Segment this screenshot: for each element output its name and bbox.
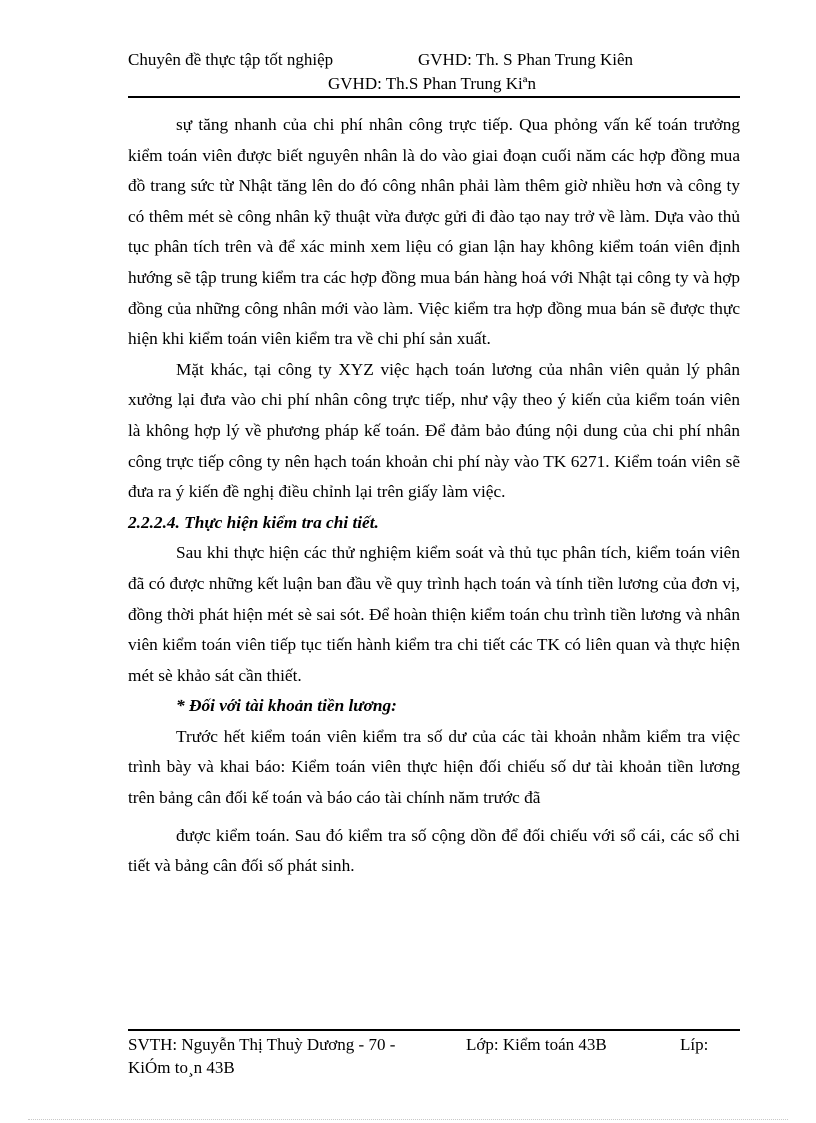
paragraph-2: Mặt khác, tại công ty XYZ việc hạch toán lương của nhân viên quản lý phân xưởng lại đưa vào chi phí nhân công trực tiếp, như vậy theo ý kiến của kiểm toán viên là không hợp lý về phương pháp kế toán. Để đảm bảo đúng nội dung của chi phí nhân công trực tiếp công ty nên hạch toán khoản chi phí này vào TK 6271. Kiểm toán viên sẽ đưa ra ý kiến đề nghị điều chỉnh lại trên giấy làm việc. xyxy=(128,359,740,502)
page-footer xyxy=(128,1033,740,1079)
footer-class-garbled: KiÓm to¸n 43B xyxy=(128,1058,235,1077)
header-line-1 xyxy=(128,48,634,71)
document-body xyxy=(128,110,740,882)
header-divider xyxy=(128,96,740,98)
footer-divider xyxy=(128,1029,740,1031)
paragraph-5: được kiểm toán. Sau đó kiểm tra số cộng dồn để đối chiếu với sổ cái, các sổ chi tiết và bảng cân đối số phát sinh. xyxy=(128,825,740,876)
paragraph-3: Sau khi thực hiện các thử nghiệm kiểm soát và thủ tục phân tích, kiểm toán viên đã có được những kết luận ban đầu về quy trình hạch toán và tính tiền lương của đơn vị, đồng thời phát hiện mét sè sai sót. Để hoàn thiện kiểm toán chu trình tiền lương và nhân viên kiểm toán viên tiếp tục tiến hành kiểm tra chi tiết các TK có liên quan và thực hiện mét sè khảo sát cần thiết. xyxy=(128,543,740,685)
footer-line-1 xyxy=(128,1033,740,1056)
header-topic: Chuyên đề thực tập tốt nghiệp xyxy=(128,50,334,69)
section-heading: 2.2.2.4. Thực hiện kiểm tra chi tiết. xyxy=(128,512,379,532)
page-bottom-edge xyxy=(28,1119,788,1120)
paragraph-4: Trước hết kiểm toán viên kiểm tra số dư của các tài khoản nhằm kiểm tra việc trình bày và khai báo: Kiểm toán viên thực hiện đối chiếu số dư tài khoản tiền lương trên bảng cân đối kế toán và báo cáo tài chính năm trước đã xyxy=(128,726,740,808)
footer-class: Lớp: Kiểm toán 43B xyxy=(466,1035,607,1054)
header-advisor-duplicate: GVHD: Th.S Phan Trung Kiªn xyxy=(328,74,536,93)
footer-student: SVTH: Nguyễn Thị Thuỳ Dương - 70 - xyxy=(128,1035,396,1054)
header-advisor: GVHD: Th. S Phan Trung Kiên xyxy=(418,50,634,69)
paragraph-1: sự tăng nhanh của chi phí nhân công trực tiếp. Qua phỏng vấn kế toán trưởng kiểm toán viên được biết nguyên nhân là do vào giai đoạn cuối năm các hợp đồng mua đồ trang sức từ Nhật tăng lên do đó công nhân phải làm thêm giờ nhiều hơn và công ty có thêm mét sè công nhân kỹ thuật vừa được gửi đi đào tạo nay trở về làm. Dựa vào thủ tục phân tích trên và để xác minh xem liệu có gian lận hay không kiểm toán viên định hướng sẽ tập trung kiểm tra các hợp đồng mua bán hàng hoá với Nhật tại công ty và hợp đồng của những công nhân mới vào làm. Việc kiểm tra hợp đồng mua bán sẽ được thực hiện khi kiểm toán viên kiểm tra về chi phí sản xuất. xyxy=(128,115,740,349)
page-header xyxy=(128,48,740,96)
footer-class-short: Líp: xyxy=(680,1035,709,1054)
subsection-heading: * Đối với tài khoản tiền lương: xyxy=(176,696,397,716)
